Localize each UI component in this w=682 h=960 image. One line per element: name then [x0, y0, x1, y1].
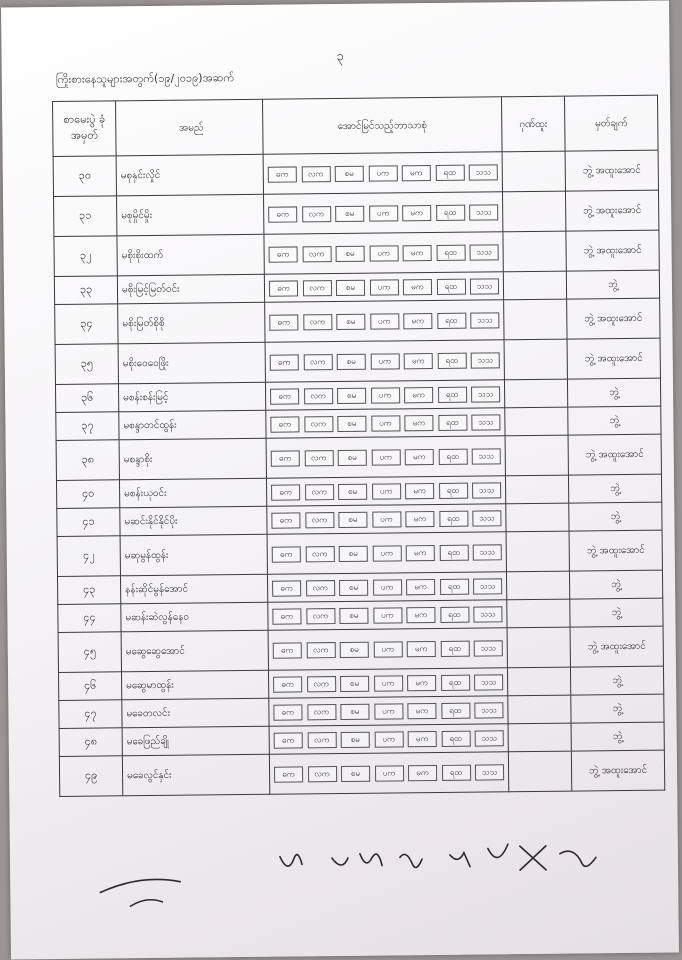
subject-box: ပက [370, 313, 399, 329]
subject-box: မက [403, 313, 432, 329]
table-row [58, 626, 663, 672]
subject-box: ဓက [274, 766, 303, 782]
roll-number-cell: ၃၄ [55, 304, 118, 345]
subject-box: ပက [374, 675, 403, 691]
roll-number-cell: ၃၂ [54, 236, 117, 277]
result-cell: ဘွဲ့ [570, 598, 663, 627]
roll-number-cell: ၄၄ [58, 604, 121, 633]
result-cell: ဘွဲ့ [567, 378, 660, 407]
distinction-cell [504, 339, 567, 380]
subject-box: ပက [373, 607, 402, 623]
paper-sheet [1, 1, 679, 960]
subjects-cell [264, 272, 503, 303]
subject-box: ဓက [272, 608, 301, 624]
subject-box: မက [402, 165, 431, 181]
subject-box: သသ [475, 730, 504, 746]
table-row [55, 298, 660, 344]
subject-box: မက [404, 387, 433, 403]
roll-number-cell: ၄၉ [59, 756, 122, 797]
subject-box: သသ [473, 606, 502, 622]
distinction-cell [502, 151, 565, 192]
roll-number-cell: ၃၇ [56, 412, 119, 441]
student-name-cell: မစန်းစန်းမြင့် [118, 382, 265, 412]
subject-box: စမ [339, 607, 368, 623]
subject-box: လက [305, 484, 334, 500]
subjects-cell [268, 668, 507, 699]
subject-box: ပက [374, 703, 403, 719]
document-heading: ကြိုးစားနေသူများအတွက်(၁၉/၂၀၁၉)အဆက် [55, 71, 235, 86]
subject-box: သသ [473, 544, 502, 560]
subject-box: လက [303, 314, 332, 330]
subject-box: ပက [368, 165, 397, 181]
result-cell: ဘွဲ့ [568, 406, 661, 435]
subject-box: ပက [371, 449, 400, 465]
student-name-cell: မစိုးစိုးထက် [117, 234, 264, 276]
subject-box: မက [405, 511, 434, 527]
subject-box: လက [301, 166, 330, 182]
subject-box: ပက [373, 579, 402, 595]
subject-box: သသ [475, 764, 504, 780]
student-name-cell: နန်းဆိုင်မွန်အောင် [120, 574, 267, 604]
subject-box: ဓက [268, 166, 297, 182]
subjects-cell [269, 724, 508, 755]
subject-box: သသ [471, 414, 500, 430]
subject-box: လက [304, 388, 333, 404]
roll-number-cell: ၄၇ [59, 700, 122, 729]
subject-box: ရထ [439, 482, 468, 498]
subject-box: စမ [338, 449, 367, 465]
student-name-cell: မခေဖြည်ချို [122, 726, 269, 756]
subject-box: မက [408, 765, 437, 781]
student-name-cell: မဆင်းနိုင်နိုင်ပိုး [120, 506, 267, 536]
result-cell: ဘွဲ့ [566, 270, 659, 299]
result-cell: ဘွဲ့ အထူးအောင် [567, 298, 660, 339]
table-body [53, 150, 665, 796]
student-name-cell: မစိုးဝေဝေဖြိုး [118, 342, 265, 384]
subject-box: ပက [372, 545, 401, 561]
subject-box: စမ [340, 675, 369, 691]
table-row [57, 530, 662, 576]
subject-box: ရထ [439, 510, 468, 526]
table-header-row [53, 95, 659, 156]
subject-box: စမ [339, 545, 368, 561]
table-row [54, 190, 659, 236]
result-cell: ဘွဲ့ [568, 474, 661, 503]
subjects-cell [267, 532, 506, 575]
subject-box: စမ [341, 765, 370, 781]
subject-box: မက [402, 205, 431, 221]
student-name-cell: မခေလွင်နှင်း [122, 754, 269, 796]
subject-box: ရထ [441, 764, 470, 780]
subject-box: မက [405, 449, 434, 465]
subject-box: ရထ [440, 606, 469, 622]
subject-box: စမ [335, 205, 364, 221]
subject-box: မက [407, 675, 436, 691]
subjects-cell [268, 600, 507, 631]
subject-box: စမ [340, 703, 369, 719]
subject-box: မက [406, 579, 435, 595]
subject-box: လက [304, 416, 333, 432]
result-cell: ဘွဲ့ အထူးအောင် [571, 750, 664, 791]
subject-box: မက [408, 731, 437, 747]
student-name-cell: မစုမှိုင်မှိုး [117, 194, 264, 236]
distinction-cell [505, 475, 568, 504]
distinction-cell [502, 191, 565, 232]
subject-box: ဓက [274, 732, 303, 748]
subject-box: ဓက [272, 580, 301, 596]
subject-box: ရထ [441, 730, 470, 746]
header-subjects: အောင်မြင်သည့်ဘာသာစုံ [263, 97, 503, 154]
subject-box: လက [304, 450, 333, 466]
result-cell: ဘွဲ့ [571, 694, 664, 723]
result-cell: ဘွဲ့ အထူးအောင် [567, 338, 660, 379]
subject-box: ရထ [439, 544, 468, 560]
distinction-cell [503, 231, 566, 272]
roll-number-cell: ၃၃ [54, 276, 117, 305]
subject-box: မက [405, 483, 434, 499]
header-name: အမည် [116, 99, 264, 156]
distinction-cell [503, 271, 566, 300]
table-row [56, 434, 661, 480]
results-table [52, 95, 665, 797]
subject-box: ပက [370, 353, 399, 369]
subject-box: သသ [470, 278, 499, 294]
subject-box: သသ [473, 578, 502, 594]
subject-box: လက [306, 608, 335, 624]
roll-number-cell: ၃၅ [55, 344, 118, 385]
subject-box: စမ [337, 387, 366, 403]
subject-box: ရထ [437, 312, 466, 328]
student-name-cell: မဆန်းဆဲလွန်နေဝ [121, 602, 268, 632]
subject-box: စမ [337, 353, 366, 369]
subject-box: ပက [372, 511, 401, 527]
subject-box: စမ [338, 483, 367, 499]
header-remarks: မှတ်ချက် [564, 95, 658, 151]
subject-box: မက [407, 703, 436, 719]
subject-box: စမ [340, 641, 369, 657]
subject-box: သသ [470, 312, 499, 328]
subject-box: လက [307, 732, 336, 748]
subject-box: ရထ [441, 674, 470, 690]
subject-box: လက [302, 206, 331, 222]
table-row [53, 150, 658, 196]
result-cell: ဘွဲ့ [570, 666, 663, 695]
subject-box: လက [302, 280, 331, 296]
roll-number-cell: ၄၅ [58, 632, 121, 673]
distinction-cell [504, 299, 567, 340]
subject-box: ဓက [272, 546, 301, 562]
student-name-cell: မစုနှင်းလှိုင် [116, 154, 263, 196]
subject-box: ဓက [273, 676, 302, 692]
subject-box: စမ [338, 511, 367, 527]
roll-number-cell: ၄၆ [58, 672, 121, 701]
subjects-cell [265, 380, 504, 411]
subject-box: စမ [336, 245, 365, 261]
subject-box: ရထ [438, 448, 467, 464]
subjects-cell [264, 232, 503, 275]
subject-box: ရထ [438, 414, 467, 430]
subject-box: ရထ [440, 578, 469, 594]
subject-box: ပက [369, 279, 398, 295]
subject-box: ရထ [435, 164, 464, 180]
subject-box: စမ [337, 415, 366, 431]
subjects-cell [264, 192, 503, 235]
subject-box: လက [306, 642, 335, 658]
subjects-cell [266, 476, 505, 507]
subject-box: ဓက [273, 642, 302, 658]
subject-box: သသ [469, 164, 498, 180]
subject-box: ပက [369, 245, 398, 261]
subject-box: ဓက [270, 354, 299, 370]
distinction-cell [506, 503, 569, 532]
subjects-cell [267, 504, 506, 535]
subject-box: ရထ [436, 204, 465, 220]
student-name-cell: မခေတလင်း [122, 698, 269, 728]
result-cell: ဘွဲ့ အထူးအောင် [568, 434, 661, 475]
subject-box: ရထ [438, 386, 467, 402]
subjects-cell [268, 628, 507, 671]
subject-box: သသ [470, 244, 499, 260]
subject-box: လက [306, 580, 335, 596]
subjects-cell [263, 152, 502, 195]
subject-box: လက [307, 676, 336, 692]
student-name-cell: မစန္ဒာတင်ထွန်း [119, 410, 266, 440]
subject-box: ဓက [271, 512, 300, 528]
subject-box: မက [406, 545, 435, 561]
subject-box: ဓက [271, 450, 300, 466]
subject-box: ဓက [273, 704, 302, 720]
subject-box: ပက [372, 483, 401, 499]
subject-box: ပက [371, 387, 400, 403]
subject-box: ဓက [269, 314, 298, 330]
header-distinction: ဂုဏ်ထူး [501, 96, 565, 152]
roll-number-cell: ၃၆ [55, 384, 118, 413]
roll-number-cell: ၃၁ [54, 196, 117, 237]
distinction-cell [506, 571, 569, 600]
roll-number-cell: ၃၈ [56, 440, 119, 481]
table-row [55, 338, 660, 384]
student-name-cell: မဆုမွန်ထွန်း [120, 534, 267, 576]
subjects-cell [269, 696, 508, 727]
subject-box: ဓက [269, 246, 298, 262]
subject-box: မက [403, 245, 432, 261]
student-name-cell: မစန်းယုဝင်း [119, 478, 266, 508]
distinction-cell [508, 751, 571, 792]
subjects-cell [267, 572, 506, 603]
subject-box: လက [307, 766, 336, 782]
subject-box: သသ [471, 352, 500, 368]
subjects-cell [266, 408, 505, 439]
subject-box: ရထ [441, 702, 470, 718]
result-cell: ဘွဲ့ အထူးအောင် [569, 530, 662, 571]
subject-box: မက [404, 415, 433, 431]
subject-box: ဓက [269, 280, 298, 296]
result-cell: ဘွဲ့ [571, 722, 664, 751]
subject-box: စမ [339, 579, 368, 595]
subject-box: ပက [374, 765, 403, 781]
student-name-cell: မစိုးမြတ်စိုစို [118, 302, 265, 344]
subject-box: ဓက [270, 416, 299, 432]
header-roll-number: စာမေးပွဲ ခုံအမှတ် [53, 101, 117, 157]
subject-box: ဓက [271, 484, 300, 500]
subject-box: လက [305, 512, 334, 528]
subject-box: မက [403, 279, 432, 295]
subject-box: သသ [469, 204, 498, 220]
roll-number-cell: ၄၁ [57, 508, 120, 537]
subject-box: သသ [472, 482, 501, 498]
subject-box: သသ [474, 702, 503, 718]
subject-box: လက [302, 246, 331, 262]
subject-box: ရထ [436, 278, 465, 294]
subject-box: ပက [369, 205, 398, 221]
roll-number-cell: ၄၃ [57, 576, 120, 605]
result-cell: ဘွဲ့ အထူးအောင် [565, 150, 658, 191]
distinction-cell [506, 531, 569, 572]
result-cell: ဘွဲ့ [569, 570, 662, 599]
subject-box: သသ [474, 640, 503, 656]
table-row [59, 750, 664, 796]
result-cell: ဘွဲ့ အထူးအောင် [565, 190, 658, 231]
distinction-cell [507, 627, 570, 668]
distinction-cell [507, 599, 570, 628]
student-name-cell: မစန္ဒာစိုး [119, 438, 266, 480]
distinction-cell [504, 379, 567, 408]
table-row [54, 230, 659, 276]
subject-box: ပက [374, 731, 403, 747]
subjects-cell [266, 436, 505, 479]
student-name-cell: မဆွေမာထွန်း [121, 670, 268, 700]
subject-box: ရထ [437, 352, 466, 368]
student-name-cell: မဆွေဆွေအောင် [121, 630, 268, 672]
subject-box: သသ [472, 448, 501, 464]
subject-box: ရထ [436, 244, 465, 260]
subject-box: စမ [341, 731, 370, 747]
distinction-cell [505, 407, 568, 436]
roll-number-cell: ၄၈ [59, 728, 122, 757]
subject-box: စမ [336, 313, 365, 329]
subject-box: ရထ [440, 640, 469, 656]
subject-box: လက [303, 354, 332, 370]
result-cell: ဘွဲ့ အထူးအောင် [570, 626, 663, 667]
handwritten-signatures [70, 841, 671, 927]
subjects-cell [265, 340, 504, 383]
subject-box: မက [404, 353, 433, 369]
student-name-cell: မစိုးမြင့်မြတ်ဝင်း [117, 274, 264, 304]
distinction-cell [508, 695, 571, 724]
distinction-cell [508, 723, 571, 752]
distinction-cell [507, 667, 570, 696]
result-cell: ဘွဲ့ အထူးအောင် [566, 230, 659, 271]
subject-box: ဓက [270, 388, 299, 404]
roll-number-cell: ၄၂ [57, 536, 120, 577]
subject-box: မက [407, 641, 436, 657]
subject-box: ဓက [268, 206, 297, 222]
subject-box: ပက [371, 415, 400, 431]
result-cell: ဘွဲ့ [569, 502, 662, 531]
subjects-cell [269, 752, 508, 795]
roll-number-cell: ၃၀ [53, 156, 116, 197]
subject-box: မက [406, 607, 435, 623]
subject-box: စမ [335, 165, 364, 181]
subject-box: သသ [472, 510, 501, 526]
roll-number-cell: ၄၀ [56, 480, 119, 509]
distinction-cell [505, 435, 568, 476]
page-number: ၃ [336, 48, 344, 65]
subject-box: လက [307, 704, 336, 720]
subject-box: သသ [471, 386, 500, 402]
subject-box: သသ [474, 674, 503, 690]
subject-box: လက [305, 546, 334, 562]
subjects-cell [265, 300, 504, 343]
subject-box: စမ [336, 279, 365, 295]
subject-box: ပက [373, 641, 402, 657]
